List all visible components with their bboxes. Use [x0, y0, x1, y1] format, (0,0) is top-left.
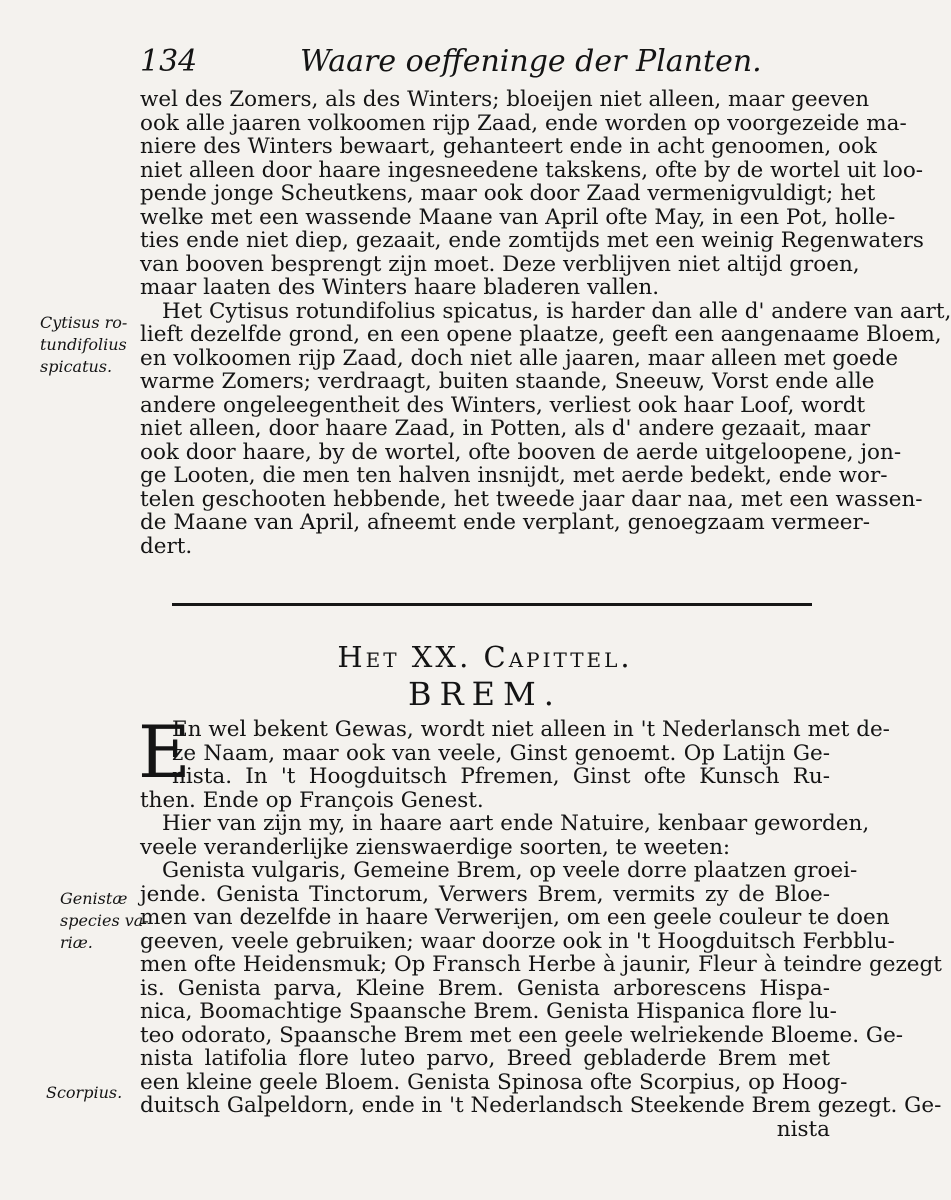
- text-line: een kleine geele Bloem. Genista Spinosa ofte Scorpius, op Hoog-: [140, 1069, 848, 1095]
- chapter-title: Het XX. Capittel.: [337, 640, 633, 674]
- text-line: lieft dezelfde grond, en een opene plaatze, geeft een aangenaame Bloem,: [140, 322, 942, 347]
- text-line: van booven besprengt zijn moet. Deze verblijven niet altijd groen,: [140, 251, 860, 277]
- drop-cap: E: [138, 710, 191, 794]
- text-line: nica, Boomachtige Spaansche Brem. Genista Hispanica flore lu-: [140, 999, 837, 1024]
- text-line: andere ongeleegentheit des Winters, verliest ook haar Loof, wordt: [140, 392, 866, 418]
- text-line: telen geschooten hebbende, het tweede jaar daar naa, met een wassen-: [140, 486, 923, 512]
- section-brem-text: [138, 710, 942, 1142]
- text-line: maar laaten des Winters haare bladeren vallen.: [140, 275, 660, 300]
- text-line: niere des Winters bewaart, gehanteert ende in acht genoomen, ook: [140, 134, 877, 159]
- text-line: ook door haare, by de wortel, ofte booven de aerde uitgeloopene, jon-: [140, 439, 902, 465]
- text-line: geeven, veele gebruiken; waar doorze ook in 't Hoogduitsch Ferbblu-: [140, 928, 895, 954]
- margin-note-cytisus: Cytisus ro- tundifolius spicatus.: [40, 313, 128, 376]
- text-line: veele veranderlijke zienswaerdige soorten, te weeten:: [140, 834, 731, 860]
- text-line: men van dezelfde in haare Verwerijen, om een geele couleur te doen: [140, 905, 890, 930]
- section-cytisus-text: [140, 87, 951, 559]
- text-line: men ofte Heidensmuk; Op Fransch Herbe à jaunir, Fleur à teindre gezegt: [140, 952, 942, 977]
- text-line: dert.: [140, 533, 193, 559]
- text-line: duitsch Galpeldorn, ende in 't Nederlandsch Steekende Brem gezegt. Ge-: [140, 1093, 942, 1118]
- text-line: then. Ende op François Genest.: [140, 787, 484, 813]
- text-line: niet alleen door haare ingesneedene takskens, ofte by de wortel uit loo-: [140, 157, 924, 183]
- text-line: Hier van zijn my, in haare aart ende Natuire, kenbaar geworden,: [162, 811, 870, 836]
- page-header: [140, 44, 762, 84]
- text-line: warme Zomers; verdraagt, buiten staande, Sneeuw, Vorst ende alle: [140, 369, 875, 394]
- section-divider: [172, 603, 812, 606]
- text-line: teo odorato, Spaansche Brem met een geele welriekende Bloeme. Ge-: [140, 1022, 904, 1048]
- chapter-subtitle: BREM.: [408, 675, 562, 713]
- text-line: Genista vulgaris, Gemeine Brem, op veele dorre plaatzen groei-: [162, 858, 858, 883]
- page-number: 134: [140, 44, 198, 79]
- text-line: jende. Genista Tinctorum, Verwers Brem, vermits zy de Bloe-: [140, 881, 830, 907]
- text-line: pende jonge Scheutkens, maar ook door Zaad vermenigvuldigt; het: [140, 181, 876, 206]
- text-line: niet alleen, door haare Zaad, in Potten, als d' andere gezaait, maar: [140, 416, 871, 441]
- text-line: En wel bekent Gewas, wordt niet alleen in 't Nederlansch met de-: [172, 717, 890, 742]
- text-line: nista. In 't Hoogduitsch Pfremen, Ginst ofte Kunsch Ru-: [172, 764, 830, 789]
- text-line: ge Looten, die men ten halven insnijdt, met aerde bedekt, ende wor-: [140, 463, 888, 488]
- margin-note-genista: Genistæ species va- riæ.: [60, 889, 149, 952]
- text-line: Het Cytisus rotundifolius spicatus, is harder dan alle d' andere van aart,: [162, 298, 951, 324]
- margin-note-scorpius: Scorpius.: [46, 1083, 123, 1102]
- running-head: Waare oeffeninge der Planten.: [300, 44, 762, 79]
- text-line: ties ende niet diep, gezaait, ende zomtijds met een weinig Regenwaters: [140, 228, 924, 253]
- text-line: nista: [776, 1116, 830, 1142]
- text-line: wel des Zomers, als des Winters; bloeijen niet alleen, maar geeven: [140, 87, 870, 112]
- text-line: ze Naam, maar ook van veele, Ginst genoemt. Op Latijn Ge-: [172, 740, 830, 766]
- text-line: de Maane van April, afneemt ende verplant, genoegzaam vermeer-: [140, 510, 871, 535]
- text-line: welke met een wassende Maane van April ofte May, in een Pot, holle-: [140, 204, 896, 230]
- text-line: en volkoomen rijp Zaad, doch niet alle jaaren, maar alleen met goede: [140, 345, 899, 371]
- text-line: nista latifolia flore luteo parvo, Breed gebladerde Brem met: [140, 1046, 830, 1071]
- text-line: ook alle jaaren volkoomen rijp Zaad, ende worden op voorgezeide ma-: [140, 110, 907, 136]
- text-line: is. Genista parva, Kleine Brem. Genista arborescens Hispa-: [140, 975, 830, 1001]
